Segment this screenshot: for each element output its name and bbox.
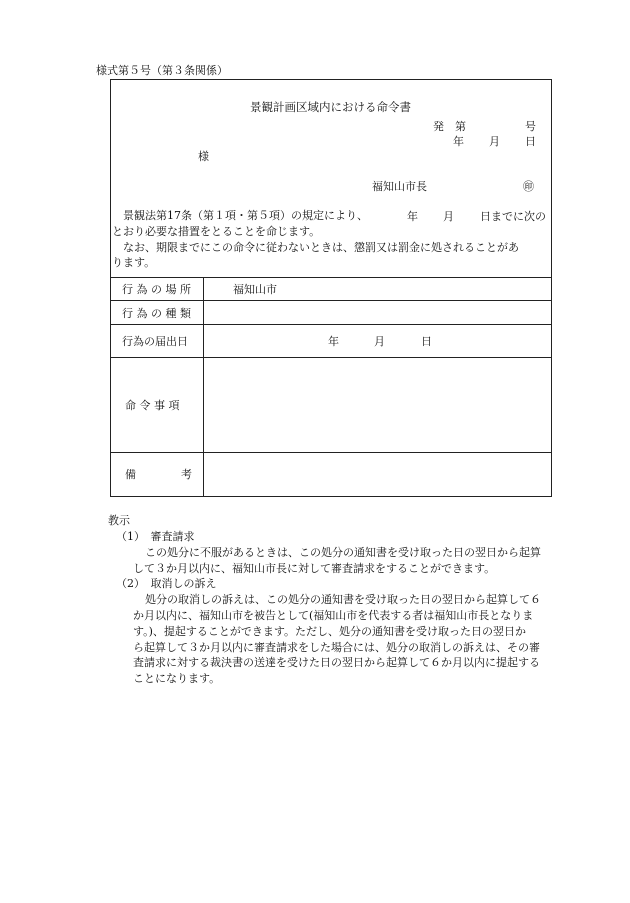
date-month: 月 (489, 135, 500, 148)
date-year: 年 (453, 135, 464, 148)
issuer-name: 福知山市長 (372, 180, 427, 193)
section-2-line-4: ら起算して３か月以内に審査請求をした場合には、処分の取消しの訴えは、その審 (133, 641, 540, 654)
notify-year: 年 (328, 335, 339, 348)
section-2-line-5: 査請求に対する裁決書の送達を受けた日の翌日から起算して６か月以内に提起する (133, 656, 540, 669)
remarks-label-2: 考 (181, 468, 192, 481)
notify-day: 日 (421, 335, 432, 348)
section-2-line-2: か月以内に、福知山市を被告として(福知山市を代表する者は福知山市長となりま (133, 609, 534, 622)
type-label: 行 為 の 種 類 (122, 307, 191, 320)
issue-dai: 第 (455, 120, 466, 133)
row-divider (111, 452, 551, 453)
notify-date-label: 行為の届出日 (122, 335, 188, 348)
body-year: 年 (407, 210, 418, 223)
seal-mark: ㊞ (523, 180, 534, 193)
form-number: 様式第５号（第３条関係） (96, 64, 228, 77)
section-2-line-6: ことになります。 (133, 672, 221, 685)
section-1-line-1: この処分に不服があるときは、この処分の通知書を受け取った日の翌日から起算 (145, 546, 541, 559)
body-line-1: 景観法第17条（第１項・第５項）の規定により、 (123, 209, 368, 222)
notify-month: 月 (374, 335, 385, 348)
body-line-2: とおり必要な措置をとることを命じます。 (112, 225, 321, 238)
place-label: 行 為 の 場 所 (122, 283, 191, 296)
date-day: 日 (525, 135, 536, 148)
table-top-border (111, 277, 551, 278)
section-2-line-1: 処分の取消しの訴えは、この処分の通知書を受け取った日の翌日から起算して６ (145, 593, 541, 606)
body-until: 日までに次の (480, 210, 546, 223)
section-2-line-3: す。)、提起することができます。ただし、処分の通知書を受け取った日の翌日か (133, 625, 527, 638)
order-form (110, 79, 552, 497)
addressee-suffix: 様 (198, 150, 209, 163)
column-divider (203, 277, 204, 496)
row-divider (111, 357, 551, 358)
section-1-heading: （1） 審査請求 (116, 530, 195, 543)
body-month: 月 (443, 210, 454, 223)
body-line-3: なお、期限までにこの命令に従わないときは、懲罰又は罰金に処されることがあ (123, 241, 519, 254)
row-divider (111, 324, 551, 325)
remarks-label-1: 備 (125, 468, 136, 481)
document-title: 景観計画区域内における命令書 (250, 100, 411, 114)
place-value: 福知山市 (233, 283, 277, 296)
issue-go: 号 (525, 120, 536, 133)
order-items-label: 命 令 事 項 (125, 399, 180, 412)
section-1-line-2: して３か月以内に、福知山市長に対して審査請求をすることができます。 (133, 562, 496, 575)
body-line-4: ります。 (112, 256, 156, 269)
row-divider (111, 300, 551, 301)
issue-hatsu: 発 (433, 120, 444, 133)
instruction-heading: 教示 (108, 514, 130, 527)
section-2-heading: （2） 取消しの訴え (116, 577, 217, 590)
